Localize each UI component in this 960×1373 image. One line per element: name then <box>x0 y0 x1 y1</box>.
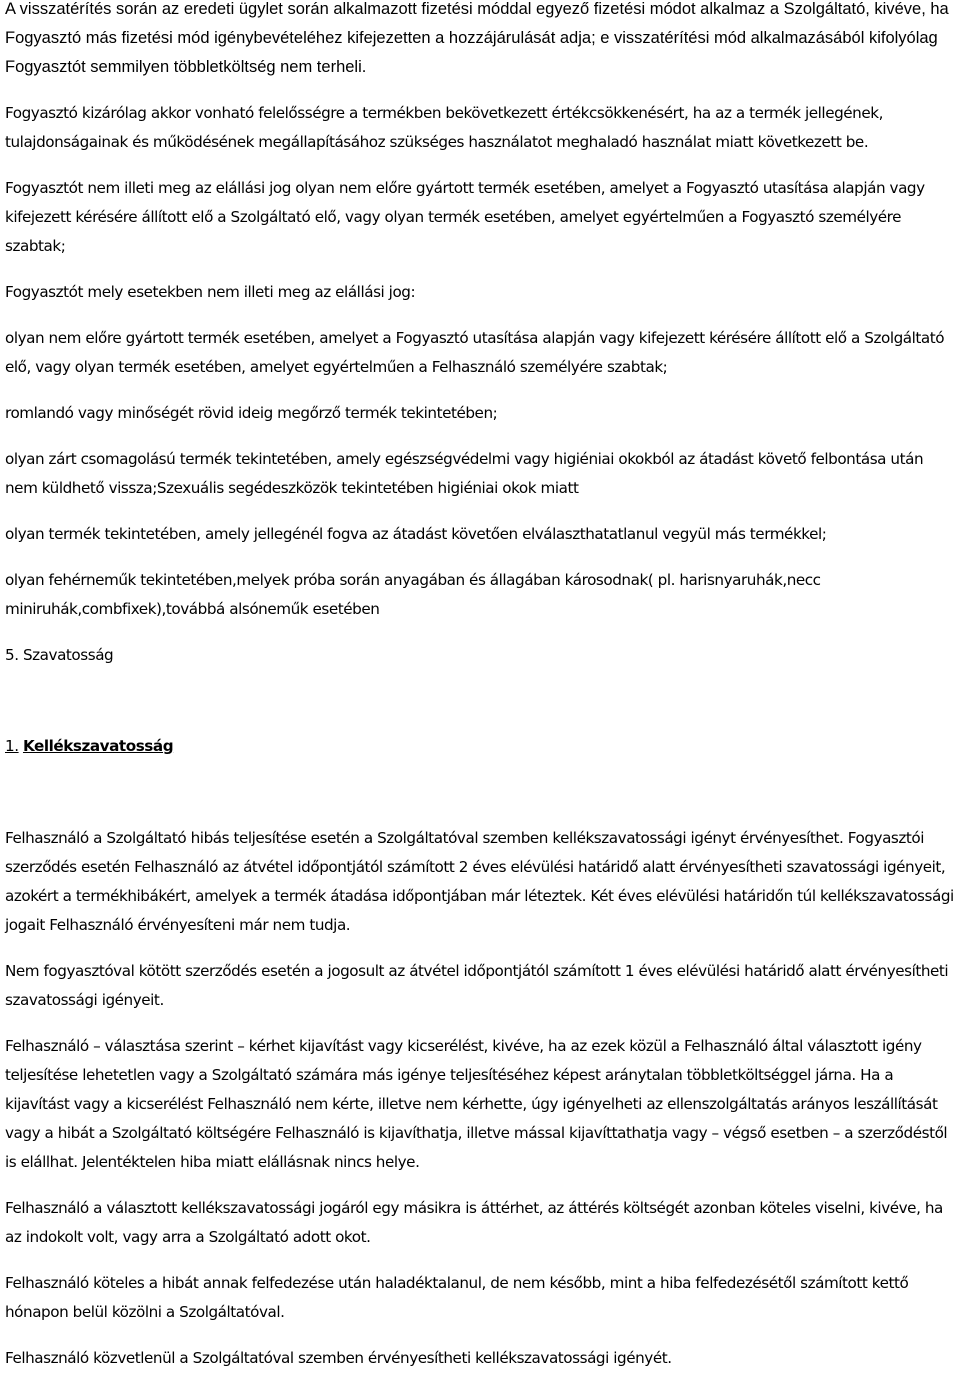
paragraph-notify-defect: Felhasználó köteles a hibát annak felfedezése után haladéktalanul, de nem később, mint a hiba felfedezésétől számított kettő hónapon belül közölni a Szolgáltatóval. <box>5 1274 909 1321</box>
paragraph-no-withdrawal-custom: Fogyasztót nem illeti meg az elállási jog olyan nem előre gyártott termék esetében, amelyet a Fogyasztó utasítása alapján vagy kifejezett kérésére állított elő a Szolgáltató elő, vagy olyan termék esetében, amelyet egyértelműen a Fogyasztó személyére szabtak; <box>5 179 925 255</box>
section-title-warranty: 5. Szavatosság <box>5 646 114 664</box>
paragraph-exception-sealed: olyan zárt csomagolású termék tekintetében, amely egészségvédelmi vagy higiéniai okokból az átadást követő felbontása után nem küldhető vissza;Szexuális segédeszközök tekintetében higiéniai okok miatt <box>5 450 924 497</box>
document-page <box>5 0 957 1373</box>
paragraph-direct-claim: Felhasználó közvetlenül a Szolgáltatóval szemben érvényesítheti kellékszavatossági igényét. <box>5 1349 672 1367</box>
paragraph-warranty-claim: Felhasználó a Szolgáltató hibás teljesítése esetén a Szolgáltatóval szemben kellékszavatossági igényt érvényesíthet. Fogyasztói szerződés esetén Felhasználó az átvétel időpontjától számított 2 éves elévülési határidő alatt érvényesítheti szavatossági igényeit, azokért a termékhibákért, amelyek a termék átadása időpontjában már léteztek. Két éves elévülési határidőn túl kellékszavatossági jogait Felhasználó érvényesíteni már nem tudja. <box>5 829 954 934</box>
paragraph-withdrawal-exceptions-intro: Fogyasztót mely esetekben nem illeti meg az elállási jog: <box>5 283 416 301</box>
paragraph-depreciation: Fogyasztó kizárólag akkor vonható felelősségre a termékben bekövetkezett értékcsökkenésért, ha az a termék jellegének, tulajdonságainak és működésének megállapításához szükséges használatot meghaladó használat miatt következett be. <box>5 104 883 151</box>
paragraph-switch-right: Felhasználó a választott kellékszavatossági jogáról egy másikra is áttérhet, az áttérés költségét azonban köteles viselni, kivéve, ha az indokolt volt, vagy arra a Szolgáltató adott okot. <box>5 1199 943 1246</box>
heading-number: 1. <box>5 737 19 755</box>
paragraph-non-consumer: Nem fogyasztóval kötött szerződés esetén a jogosult az átvétel időpontjától számított 1 éves elévülési határidő alatt érvényesítheti szavatossági igényeit. <box>5 962 949 1009</box>
paragraph-exception-underwear: olyan fehérneműk tekintetében,melyek próba során anyagában és állagában károsodnak( pl. harisnyaruhák,necc miniruhák,combfixek),továbbá alsóneműk esetében <box>5 571 821 618</box>
paragraph-exception-mixed: olyan termék tekintetében, amely jellegénél fogva az átadást követően elválaszthatatlanul vegyül más termékkel; <box>5 525 827 543</box>
paragraph-repair-replacement: Felhasználó – választása szerint – kérhet kijavítást vagy kicserélést, kivéve, ha az ezek közül a Felhasználó által választott igény teljesítése lehetetlen vagy a Szolgáltató számára más igénye teljesítéséhez képest aránytalan többletköltséggel járna. Ha a kijavítást vagy a kicserélést Felhasználó nem kérte, illetve nem kérhette, úgy igényelheti az ellenszolgáltatás arányos leszállítását vagy a hibát a Szolgáltató költségére Felhasználó is kijavíthatja, illetve mással kijavíttathatja vagy – végső esetben – a szerződéstől is elállhat. Jelentéktelen hiba miatt elállásnak nincs helye. <box>5 1037 948 1171</box>
paragraph-exception-perishable: romlandó vagy minőségét rövid ideig megőrző termék tekintetében; <box>5 404 498 422</box>
heading-text: Kellékszavatosság <box>22 737 174 755</box>
paragraph-exception-custom-product: olyan nem előre gyártott termék esetében, amelyet a Fogyasztó utasítása alapján vagy kifejezett kérésére állított elő a Szolgáltató elő, vagy olyan termék esetében, amelyet egyértelműen a Felhasználó személyére szabtak; <box>5 329 945 376</box>
intro-paragraph: A visszatérítés során az eredeti ügylet során alkalmazott fizetési móddal egyező fizetési módot alkalmaz a Szolgáltató, kivéve, ha Fogyasztó más fizetési mód igénybevételéhez kifejezetten a hozzájárulását adja; e visszatérítési mód alkalmazásából kifolyólag Fogyasztót semmilyen többletköltség nem terheli. <box>5 0 949 76</box>
heading-kellekszavatossag <box>5 732 957 761</box>
